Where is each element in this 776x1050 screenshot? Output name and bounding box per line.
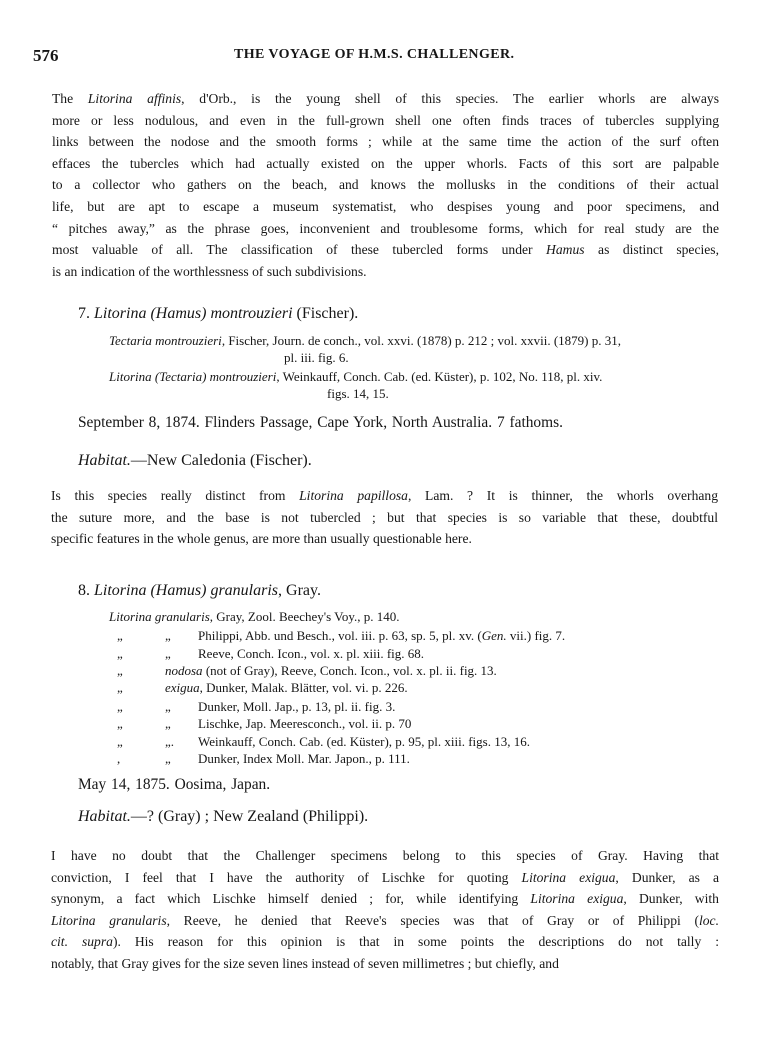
paragraph-line: links between the nodose and the smooth forms ; while at the same time the action of the surf often <box>52 134 719 150</box>
page-number: 576 <box>33 46 59 65</box>
paragraph-line: notably, that Gray gives for the size seven lines instead of seven millimetres ; but chiefly, and <box>51 955 559 971</box>
habitat-label: Habitat. <box>78 452 131 469</box>
ditto-mark: „ <box>117 663 123 678</box>
paragraph-line: life, but are apt to escape a museum systematist, who despises young and poor specimens, and <box>52 198 719 214</box>
synonym-entry <box>117 663 497 679</box>
paragraph-line: I have no doubt that the Challenger specimens belong to this species of Gray. Having that <box>51 848 719 863</box>
paragraph-line: most valuable of all. The classification of these tubercled forms under Hamus as distinct species, <box>52 242 719 258</box>
ditto-mark: „. <box>165 734 175 749</box>
synonym-reference: figs. 14, 15. <box>327 386 389 401</box>
paragraph-line: to a collector who gathers on the beach, and knows the mollusks in the conditions of their actual <box>52 177 719 193</box>
synonym-entry <box>117 751 410 767</box>
paragraph-line: conviction, I feel that I have the authority of Lischke for quoting Litorina exigua, Dunker, as a <box>51 869 719 885</box>
ditto-mark: „ <box>117 716 123 731</box>
paragraph-line: specific features in the whole genus, are more than usually questionable here. <box>51 531 472 547</box>
species-8-name: Litorina (Hamus) granularis <box>94 582 279 599</box>
species-8-station: May 14, 1875. Oosima, Japan. <box>78 776 271 793</box>
species-8-author: , Gray. <box>278 582 321 599</box>
synonym-reference: , Gray, Zool. Beechey's Voy., p. 140. <box>209 609 400 624</box>
paragraph-line: The Litorina affinis, d'Orb., is the young shell of this species. The earlier whorls are always <box>52 91 719 106</box>
synonym-reference: , Dunker, Malak. Blätter, vol. vi. p. 226. <box>199 680 408 695</box>
synonym-reference: , Fischer, Journ. de conch., vol. xxvi. (1878) p. 212 ; vol. xxvii. (1879) p. 31, <box>221 333 621 348</box>
ditto-mark: „ <box>165 646 171 661</box>
species-8-remarks <box>51 845 719 975</box>
habitat-text: —New Caledonia (Fischer). <box>130 452 312 469</box>
synonym-entry <box>117 716 411 732</box>
species-7-habitat <box>78 452 312 470</box>
species-7-heading <box>78 305 358 323</box>
species-7-station: September 8, 1874. Flinders Passage, Cape York, North Australia. 7 fathoms. <box>78 414 563 431</box>
ditto-mark: „ <box>165 628 171 643</box>
synonym-name: exigua <box>165 680 200 695</box>
paragraph-line: more or less nodulous, and even in the full-grown shell one often finds traces of tubercles supplying <box>52 112 719 128</box>
ditto-mark: „ <box>117 646 123 661</box>
running-head: THE VOYAGE OF H.M.S. CHALLENGER. <box>234 47 515 62</box>
species-7-name: Litorina (Hamus) montrouzieri <box>94 305 293 322</box>
paragraph-line: “ pitches away,” as the phrase goes, inconvenient and troublesome forms, which for real study are the <box>52 220 719 236</box>
synonym-reference: Lischke, Jap. Meeresconch., vol. ii. p. 70 <box>198 716 412 731</box>
species-7-synonym <box>327 386 389 402</box>
intro-paragraph <box>52 88 719 282</box>
synonym-entry <box>117 680 408 696</box>
species-7-synonym <box>284 350 349 366</box>
synonym-reference: Philippi, Abb. und Besch., vol. iii. p. 63, sp. 5, pl. xv. (Gen. vii.) fig. 7. <box>198 628 566 643</box>
synonym-reference: pl. iii. fig. 6. <box>284 350 349 365</box>
ditto-mark: , <box>117 751 121 766</box>
synonym-reference: , Weinkauff, Conch. Cab. (ed. Küster), p. 102, No. 118, pl. xiv. <box>276 369 603 384</box>
synonym-name: nodosa <box>165 663 203 678</box>
habitat-text: —? (Gray) ; New Zealand (Philippi). <box>130 808 369 825</box>
paragraph-line: cit. supra). His reason for this opinion is that in some points the descriptions do not tally : <box>51 934 719 950</box>
ditto-mark: „ <box>165 716 171 731</box>
synonym-reference: (not of Gray), Reeve, Conch. Icon., vol. x. pl. ii. fig. 13. <box>202 663 497 678</box>
synonym-entry <box>109 609 400 625</box>
synonym-reference: Reeve, Conch. Icon., vol. x. pl. xiii. fig. 68. <box>198 646 425 661</box>
synonym-entry <box>117 646 424 662</box>
synonym-name: Tectaria montrouzieri <box>109 333 222 348</box>
synonym-name: Litorina granularis <box>109 609 210 624</box>
synonym-entry <box>117 734 530 750</box>
habitat-label: Habitat. <box>78 808 131 825</box>
synonym-entry <box>117 628 565 644</box>
paragraph-line: effaces the tubercles which had actually existed on the upper whorls. Facts of this sort are palpable <box>52 155 719 171</box>
paragraph-line: is an indication of the worthlessness of such subdivisions. <box>52 263 367 279</box>
ditto-mark: „ <box>117 734 123 749</box>
paragraph-line: Litorina granularis, Reeve, he denied that Reeve's species was that of Gray or of Philippi (loc. <box>51 912 719 928</box>
species-7-synonym <box>109 333 621 349</box>
synonym-name: Litorina (Tectaria) montrouzieri <box>109 369 277 384</box>
synonym-entry <box>117 699 395 715</box>
ditto-mark: „ <box>117 628 123 643</box>
species-8-number: 8. <box>78 582 90 599</box>
paragraph-line: synonym, a fact which Lischke himself denied ; for, while identifying Litorina exigua, Dunker, with <box>51 891 719 907</box>
paragraph-line: the suture more, and the base is not tubercled ; but that species is so variable that these, doubtful <box>51 509 718 525</box>
synonym-reference: Dunker, Moll. Jap., p. 13, pl. ii. fig. 3. <box>198 699 396 714</box>
ditto-mark: „ <box>117 680 123 695</box>
species-7-synonym <box>109 369 602 385</box>
paragraph-line: Is this species really distinct from Litorina papillosa, Lam. ? It is thinner, the whorls overhang <box>51 488 718 503</box>
species-7-author: (Fischer). <box>296 305 359 322</box>
synonym-reference: Dunker, Index Moll. Mar. Japon., p. 111. <box>198 751 410 766</box>
species-8-heading <box>78 582 321 600</box>
species-7-remarks <box>51 485 718 550</box>
ditto-mark: „ <box>165 699 171 714</box>
ditto-mark: „ <box>165 751 171 766</box>
synonym-reference: Weinkauff, Conch. Cab. (ed. Küster), p. 95, pl. xiii. figs. 13, 16. <box>198 734 530 749</box>
ditto-mark: „ <box>117 699 123 714</box>
species-7-number: 7. <box>78 305 90 322</box>
species-8-habitat <box>78 808 368 826</box>
